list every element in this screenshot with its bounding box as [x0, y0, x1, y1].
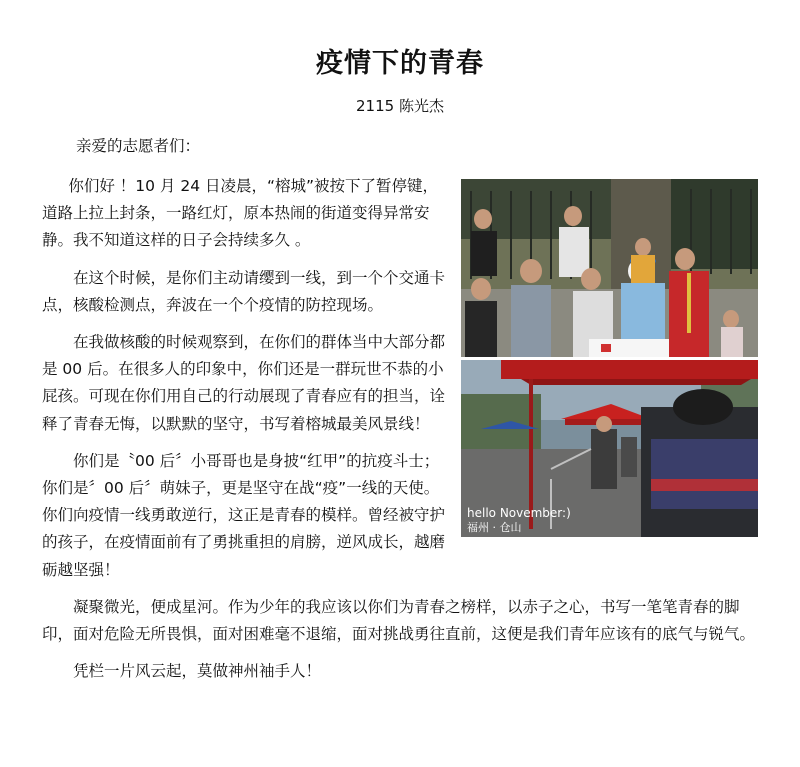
- photo-caption-line1: hello November:): [467, 506, 571, 520]
- page-title: 疫情下的青春: [316, 48, 484, 79]
- paragraph: 在这个时候，是你们主动请缨到一线，到一个个交通卡点，核酸检测点，奔波在一个个疫情的防控现场。: [42, 268, 446, 314]
- paragraph: 在我做核酸的时候观察到，在你们的群体当中大部分都是 00 后。在很多人的印象中，你们还是一群玩世不恭的小屁孩。可现在你们用自己的行动展现了青春应有的担当，诠释了青春无悔，以默默的坚守，书写着榕城最美风景线！: [42, 333, 446, 433]
- letter-body: [42, 173, 758, 695]
- paragraph: 你们是〝00 后〞小哥哥也是身披“红甲”的抗疫斗士；你们是〞00 后〞萌妹子，更是坚守在战“疫”一线的天使。你们向疫情一线勇敢逆行，这正是青春的模样。曾经被守护的孩子，在疫情面前有了勇挑重担的肩膀，逆风成长，越磨砺越坚强！: [42, 451, 446, 579]
- paragraph: 你们好 ！10 月 24 日凌晨，“榕城”被按下了暂停键，道路上拉上封条，一路红灯，原本热闹的街道变得异常安静。我不知道这样的日子会持续多久 。: [42, 177, 439, 250]
- photo-collage-image: [461, 179, 758, 537]
- paragraph: 凭栏一片风云起，莫做神州袖手人！: [73, 662, 322, 681]
- collage-photo: [461, 179, 758, 537]
- author-line: 2115 陈光杰: [356, 97, 444, 115]
- photo-caption-line2: 福州 · 仓山: [467, 521, 522, 534]
- salutation: 亲爱的志愿者们：: [76, 137, 201, 155]
- paragraph: 凝聚微光，便成星河。作为少年的我应该以你们为青春之榜样，以赤子之心，书写一笔笔青春的脚印，面对危险无所畏惧，面对困难毫不退缩，面对挑战勇往直前，这便是我们青年应该有的底气与锐气。: [42, 597, 756, 644]
- document-page: [42, 0, 758, 767]
